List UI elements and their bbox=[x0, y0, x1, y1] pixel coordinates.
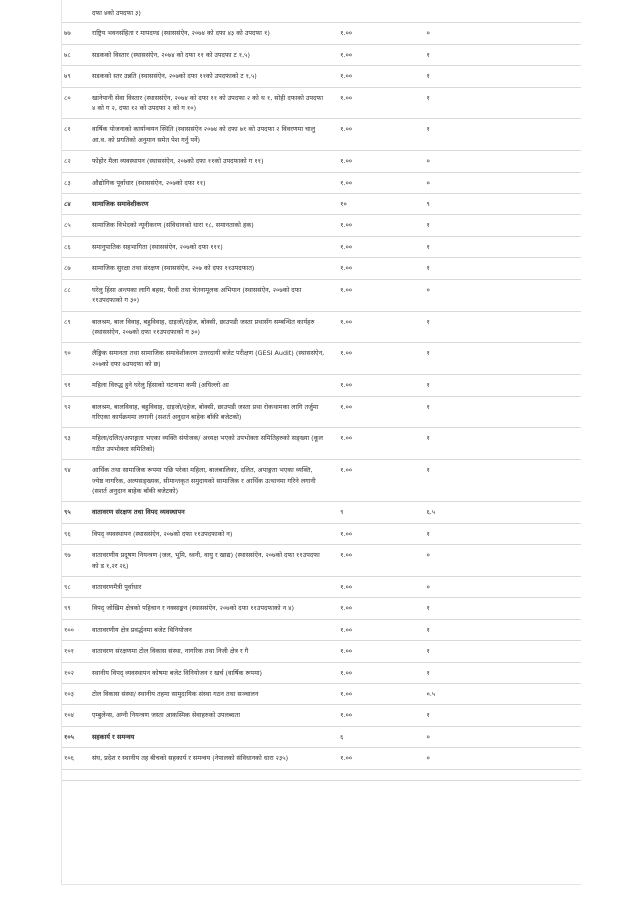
row-number: ७७ bbox=[62, 23, 89, 44]
row-description: वार्षिक योजनाको कार्यान्वयन स्थिति (स्थाससंऐन २०७४ को दफा ७१ को उपदफा २ विवरणमा चालु आ.व. को प्रगतिको अनुमान समेत पेश गर्नु पर्ने) bbox=[89, 119, 337, 151]
row-obtained-score: १ bbox=[423, 375, 581, 396]
row-obtained-score: ० bbox=[423, 577, 581, 598]
row-description: टोल विकास संस्था/ स्थानीय तहमा सामुदायिक संस्था गठन तथा सञ्चालन bbox=[89, 684, 337, 705]
row-description: वातावरण संरक्षण तथा विपद व्यवस्थापन bbox=[89, 502, 337, 523]
row-full-points: १.०० bbox=[337, 619, 423, 640]
row-number: ९१ bbox=[62, 375, 89, 396]
row-full-points: १.०० bbox=[337, 172, 423, 193]
table-row bbox=[62, 236, 581, 257]
table-row bbox=[62, 428, 581, 460]
row-description: स्थानीय विपद् व्यवस्थापन कोषमा बजेट विनियोजन र खर्च (वार्षिक रूपमा) bbox=[89, 662, 337, 683]
row-full-points: १.०० bbox=[337, 748, 423, 769]
row-full-points: १.०० bbox=[337, 44, 423, 65]
row-full-points: १.०० bbox=[337, 66, 423, 87]
row-description: महिला/दलित/अपाङ्गता भएका व्यक्ति संयोजक/ अध्यक्ष भएको उपभोक्ता समितिहरुको सङ्ख्या (कूल गठीत उपभोक्ता समितिको) bbox=[89, 428, 337, 460]
row-description: औद्योगिक पूर्वाधार (स्थाससंऐन, २०७को दफा ११) bbox=[89, 172, 337, 193]
table-row bbox=[62, 684, 581, 705]
row-description: विपद् जोखिम क्षेत्रको पहिचान र नक्साङ्कन (स्थाससंऐन, २०७को दफा ११उपदफाको न ४) bbox=[89, 598, 337, 619]
row-description: सामाजिक विभेदको न्यूनीकरण (संविधानको धारा १८, समानताको हक) bbox=[89, 215, 337, 236]
row-description: वातावरणीय क्षेत्र प्रवर्द्धनमा बजेट विनियोजन bbox=[89, 619, 337, 640]
row-description: विपद् व्यवस्थापन (स्थाससंऐन, २०७को दफा ११उपदफाको न) bbox=[89, 523, 337, 544]
row-number: ९८ bbox=[62, 577, 89, 598]
table-row bbox=[62, 151, 581, 172]
row-description: सहकार्य र समन्वय bbox=[89, 726, 337, 747]
row-obtained-score: १ bbox=[423, 215, 581, 236]
row-number: ८९ bbox=[62, 311, 89, 343]
row-obtained-score bbox=[423, 8, 581, 23]
table-row bbox=[62, 119, 581, 151]
section-header-row bbox=[62, 502, 581, 523]
row-full-points: १० bbox=[337, 194, 423, 215]
row-full-points: १.०० bbox=[337, 375, 423, 396]
row-description: आर्थिक तथा सामाजिक रूपमा पछि परेका महिला, बालबालिका, दलित, अपाङ्गता भएका व्यक्ति, ज्येष्ठ नागरिक, अल्पसङ्ख्यक, सीमान्तकृत समुदायको सामाजिक र आर्थिक उत्थानमा गरिने लगानी (सशर्त अनुदान बाहेक बाँकी बजेटको) bbox=[89, 460, 337, 502]
row-obtained-score: १ bbox=[423, 343, 581, 375]
table-row bbox=[62, 215, 581, 236]
row-full-points: १.०० bbox=[337, 684, 423, 705]
row-description: सडकको स्तर उन्नति (स्थाससंऐन, २०७को दफा ११को उपदफाको ट १,५) bbox=[89, 66, 337, 87]
table-row bbox=[62, 375, 581, 396]
row-full-points: १.०० bbox=[337, 119, 423, 151]
table-row bbox=[62, 641, 581, 662]
table-row bbox=[62, 460, 581, 502]
row-number: ७८ bbox=[62, 44, 89, 65]
row-obtained-score: ०.५ bbox=[423, 684, 581, 705]
row-full-points: १.०० bbox=[337, 311, 423, 343]
table-row bbox=[62, 279, 581, 311]
row-full-points: १.०० bbox=[337, 396, 423, 428]
row-number: ८१ bbox=[62, 119, 89, 151]
row-obtained-score: १ bbox=[423, 460, 581, 502]
row-description: महिला विरुद्ध हुने घरेलु हिंसाको घटनामा कमी (अघिल्लो आ bbox=[89, 375, 337, 396]
row-full-points: १.०० bbox=[337, 236, 423, 257]
row-description: बालश्रम, बाल विवाह, बहुविवाह, दाइजो/दहेज, बोक्सी, छाउपडी जस्ता प्रथासँग सम्बन्धित कार्यहरु (स्थाससंऐन, २०७को दफा ११उपदफाको ग ३०) bbox=[89, 311, 337, 343]
row-description: बालश्रम, बालविवाह, बहुविवाह, दाइजो/दहेज, बोक्सी, छाउपडी जस्ता प्रथा रोकथामका लागि तर्जुमा गरिएका कार्यक्रममा लगानी (सशर्त अनुदान बाहेक बाँकी बजेटको) bbox=[89, 396, 337, 428]
row-obtained-score bbox=[423, 769, 581, 780]
table-row bbox=[62, 8, 581, 23]
row-obtained-score: ० bbox=[423, 545, 581, 577]
row-description: सडकको विस्तार (स्थाससंऐन, २०७४ को दफा ११ को उपदफा ट १,५) bbox=[89, 44, 337, 65]
row-full-points: १.०० bbox=[337, 258, 423, 279]
row-full-points: १.०० bbox=[337, 705, 423, 726]
table-row bbox=[62, 172, 581, 193]
row-description: एम्बुलेन्स, अग्नी नियन्त्रण जस्ता आकस्मिक सेवाहरुको उपलब्धता bbox=[89, 705, 337, 726]
row-full-points: १.०० bbox=[337, 279, 423, 311]
row-number bbox=[62, 769, 89, 780]
table-row bbox=[62, 769, 581, 780]
table-row bbox=[62, 396, 581, 428]
row-number: ७९ bbox=[62, 66, 89, 87]
row-obtained-score: १ bbox=[423, 523, 581, 544]
row-obtained-score: १ bbox=[423, 87, 581, 119]
row-number: ९३ bbox=[62, 428, 89, 460]
row-number: ८६ bbox=[62, 236, 89, 257]
row-number: १०६ bbox=[62, 748, 89, 769]
row-obtained-score: ० bbox=[423, 279, 581, 311]
row-full-points: १.०० bbox=[337, 428, 423, 460]
scoring-table-body bbox=[62, 8, 581, 780]
table-row bbox=[62, 87, 581, 119]
row-description: वातावरण संरक्षणमा टोल विकास संस्था, नागरिक तथा निजी क्षेत्र र गै bbox=[89, 641, 337, 662]
page-bottom-rule bbox=[62, 884, 581, 885]
table-row bbox=[62, 523, 581, 544]
row-full-points: १.०० bbox=[337, 460, 423, 502]
row-description: वातावरणमैत्री पूर्वाधार bbox=[89, 577, 337, 598]
row-description: राष्ट्रिय भवनसंहिता र मापदण्ड (स्थाससंऐन, २०७४ को दफा ४३ को उपदफा १) bbox=[89, 23, 337, 44]
row-obtained-score: १ bbox=[423, 258, 581, 279]
row-obtained-score: १ bbox=[423, 119, 581, 151]
row-number: १०२ bbox=[62, 662, 89, 683]
row-full-points: १.०० bbox=[337, 343, 423, 375]
row-obtained-score: १ bbox=[423, 619, 581, 640]
row-full-points: १.०० bbox=[337, 577, 423, 598]
table-row bbox=[62, 44, 581, 65]
table-row bbox=[62, 705, 581, 726]
row-full-points: १.०० bbox=[337, 215, 423, 236]
row-number: ९९ bbox=[62, 598, 89, 619]
document-page bbox=[62, 8, 581, 781]
row-number: १०५ bbox=[62, 726, 89, 747]
row-description: वातावरणीय प्रदूषण नियन्त्रण (जल, भूमि, ध्वनी, वायु र खाद्य) (स्थाससंऐन, २०७को दफा ११उपदफा को ड १,२र २६) bbox=[89, 545, 337, 577]
row-obtained-score: १ bbox=[423, 236, 581, 257]
table-row bbox=[62, 619, 581, 640]
row-obtained-score: ० bbox=[423, 23, 581, 44]
section-header-row bbox=[62, 726, 581, 747]
row-obtained-score: १ bbox=[423, 66, 581, 87]
row-number: ९४ bbox=[62, 460, 89, 502]
row-number: ८५ bbox=[62, 215, 89, 236]
row-obtained-score: ० bbox=[423, 172, 581, 193]
row-number: ९६ bbox=[62, 523, 89, 544]
row-description: खानेपानी सेवा विस्तार (स्थाससंऐन, २०७४ को दफा ११ को उपदफा २ को थ १, सोही दफाको उपदफा ४ को ग २, दफा १२ को उपदफा २ को ग १०) bbox=[89, 87, 337, 119]
row-obtained-score: ० bbox=[423, 748, 581, 769]
row-full-points: ९ bbox=[337, 502, 423, 523]
row-full-points: १.०० bbox=[337, 641, 423, 662]
row-number: ९५ bbox=[62, 502, 89, 523]
row-full-points: १.०० bbox=[337, 662, 423, 683]
row-number: ८३ bbox=[62, 172, 89, 193]
row-full-points: १.०० bbox=[337, 598, 423, 619]
row-description: सामाजिक समावेशीकरण bbox=[89, 194, 337, 215]
row-full-points: १.०० bbox=[337, 23, 423, 44]
row-obtained-score: १ bbox=[423, 705, 581, 726]
row-number: १०३ bbox=[62, 684, 89, 705]
table-row bbox=[62, 258, 581, 279]
table-row bbox=[62, 577, 581, 598]
table-row bbox=[62, 748, 581, 769]
row-description: फोहोर मैला व्यवस्थापन (स्थाससंऐन, २०७को दफा ११को उपदफाको ग ११) bbox=[89, 151, 337, 172]
row-description: लैङ्गिक समानता तथा सामाजिक समावेशीकरण उत्तरदायी बजेट परीक्षण (GESI Audit) (स्थाससंऐन, २०७को दफा ७उपदफा को छ) bbox=[89, 343, 337, 375]
row-full-points: १.०० bbox=[337, 523, 423, 544]
row-full-points: ६ bbox=[337, 726, 423, 747]
table-row bbox=[62, 662, 581, 683]
row-description: घरेलु हिंसा अन्त्यका लागि बहस, पैरवी तथा चेतनामूलक अभियान (स्थाससंऐन, २०७को दफा ११उपदफाको ग ३०) bbox=[89, 279, 337, 311]
row-description bbox=[89, 769, 337, 780]
scoring-table bbox=[62, 8, 581, 781]
row-obtained-score: ० bbox=[423, 151, 581, 172]
row-obtained-score: १ bbox=[423, 598, 581, 619]
row-number: ८८ bbox=[62, 279, 89, 311]
table-row bbox=[62, 66, 581, 87]
row-number bbox=[62, 8, 89, 23]
row-full-points bbox=[337, 769, 423, 780]
row-description: दफा ४को उपदफा ३) bbox=[89, 8, 337, 23]
table-row bbox=[62, 311, 581, 343]
table-row bbox=[62, 545, 581, 577]
row-obtained-score: १ bbox=[423, 428, 581, 460]
row-description: संघ, प्रदेश र स्थानीय तह बीचको सहकार्य र समन्वय (नेपालको संविधानको धारा २३५) bbox=[89, 748, 337, 769]
row-obtained-score: १ bbox=[423, 396, 581, 428]
row-obtained-score: १ bbox=[423, 662, 581, 683]
row-full-points: १.०० bbox=[337, 545, 423, 577]
row-number: ८४ bbox=[62, 194, 89, 215]
row-number: १०४ bbox=[62, 705, 89, 726]
row-number: १०० bbox=[62, 619, 89, 640]
table-row bbox=[62, 598, 581, 619]
row-number: ८० bbox=[62, 87, 89, 119]
row-number: ९० bbox=[62, 343, 89, 375]
row-number: ८२ bbox=[62, 151, 89, 172]
row-full-points bbox=[337, 8, 423, 23]
table-row bbox=[62, 23, 581, 44]
row-number: ९७ bbox=[62, 545, 89, 577]
row-obtained-score: ६.५ bbox=[423, 502, 581, 523]
row-description: सामाजिक सुरक्षा तथा संरक्षण (स्थाससंऐन, २०७ को दफा ११उपदफात) bbox=[89, 258, 337, 279]
row-number: १०१ bbox=[62, 641, 89, 662]
row-obtained-score: ० bbox=[423, 726, 581, 747]
row-full-points: १.०० bbox=[337, 151, 423, 172]
section-header-row bbox=[62, 194, 581, 215]
row-full-points: १.०० bbox=[337, 87, 423, 119]
row-obtained-score: १ bbox=[423, 311, 581, 343]
row-obtained-score: ९ bbox=[423, 194, 581, 215]
row-number: ९२ bbox=[62, 396, 89, 428]
row-number: ८७ bbox=[62, 258, 89, 279]
row-description: समानुपातिक सहभागिता (स्थाससंऐन, २०७को दफा १११) bbox=[89, 236, 337, 257]
table-row bbox=[62, 343, 581, 375]
row-obtained-score: १ bbox=[423, 641, 581, 662]
row-obtained-score: १ bbox=[423, 44, 581, 65]
